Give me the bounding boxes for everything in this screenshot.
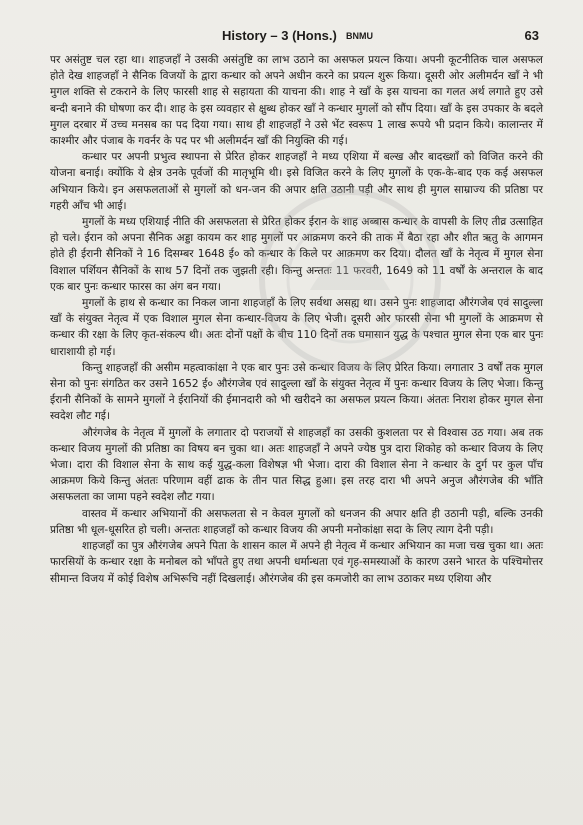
- body-text: [50, 52, 543, 587]
- paragraph: मुगलों के मध्य एशियाई नीति की असफलता से प्रेरित होकर ईरान के शाह अब्बास कन्धार के वापसी के लिए तीव्र उत्साहित हो चले। ईरान को अपना सैनिक अड्डा कायम कर शाह मुगलों पर आक्रमण करने की ताक में बैठा रहा और शीत ऋतु के आगमन होते ही ईरानी सैनिकों ने 16 दिसम्बर 1648 ई० को कन्धार के किले पर आक्रमण कर दिया। दौलत खाँ के नेतृत्व में मुगल सेना विशाल पर्शियन सैनिकों के साथ 57 दिनों तक जुझती रही। किन्तु अन्ततः 11 फरवरी, 1649 को 11 वर्षों के अन्तराल के बाद एक बार पुनः कन्धार फारस का अंग बन गया।: [50, 216, 543, 293]
- paragraph: कन्धार पर अपनी प्रभुत्व स्थापना से प्रेरित होकर शाहजहाँ ने मध्य एशिया में बल्ख और बादख्शाँ को विजित करने की योजना बनाई। क्योंकि ये क्षेत्र उनके पूर्वजों की मातृभूमि थी। इसे विजित करने के लिए मुगलों के एक-के-बाद एक कई असफल अभियान किये। इन असफलताओं से मुगलों को धन-जन की अपार क्षति उठानी पड़ी और साथ ही मुगल साम्राज्य की प्रतिष्ठा पर गहरी आँच भी आई।: [50, 151, 543, 212]
- paragraph: किन्तु शाहजहाँ की असीम महत्वाकांक्षा ने एक बार पुनः उसे कन्धार विजय के लिए प्रेरित किया। लगातार 3 वर्षों तक मुगल सेना को पुनः संगठित कर उसने 1652 ई० औरंगजेब एवं सादुल्ला खाँ के संयुक्त नेतृत्व में पुनः कन्धार विजय के लिए भेजा। किन्तु ईरानी सैनिकों के सामने मुगलों ने ईरानियों की ईमानदारी को भी खरीदने का असफल प्रयत्न किया। अंततः निराश होकर मुगल सेना स्वदेश लौट गई।: [50, 361, 543, 423]
- paragraph: पर असंतुष्ट चल रहा था। शाहजहाँ ने उसकी असंतुष्टि का लाभ उठाने का असफल प्रयत्न किया। अपनी कूटनीतिक चाल असफल होते देख शाहजहाँ ने सैनिक विजयों के द्वारा कन्धार को अपने अधीन करने का प्रयत्न शुरू किया। दूसरी ओर अलीमर्दन खाँ ने भी मुगल शक्ति से टकराने के लिए फारसी शाह से सहायता की याचना की। शाह ने खाँ के इस याचना का गलत अर्थ लगाते हुए उसे बन्दी बनाने की घोषणा कर दी। शाह के इस व्यवहार से क्षुब्ध होकर खाँ ने कन्धार मुगलों को सौंप दिया। खाँ के इस उपकार के बदले मुगल दरबार में उच्च मनसब का पद दिया गया। साथ ही शाहजहाँ ने उसे भेंट स्वरूप 1 लाख रूपये भी प्रदान किये। कालान्तर में काश्मीर और पंजाब के गवर्नर के पद पर भी अलीमर्दन खाँ की नियुक्ति की गई।: [50, 54, 543, 148]
- paragraph: मुगलों के हाथ से कन्धार का निकल जाना शाहजहाँ के लिए सर्वथा असह्य था। उसने पुनः शाहजादा औरंगजेब एवं सादुल्ला खाँ के संयुक्त नेतृत्व में एक विशाल मुगल सेना कन्धार-विजय के लिए भेजी। दूसरी ओर फारसी सेना भी मुगलों के आक्रमण से कन्धार की रक्षा के लिए कृत-संकल्प थी। अतः दोनों पक्षों के बीच 110 दिनों तक घमासान युद्ध के पश्चात मुगल सेना एक बार पुनः धाराशायी हो गई।: [50, 297, 543, 358]
- header-university: BNMU: [346, 31, 373, 41]
- header-title: History – 3 (Hons.): [222, 28, 337, 43]
- paragraph: वास्तव में कन्धार अभियानों की असफलता से न केवल मुगलों को धनजन की अपार क्षति ही उठानी पड़ी, बल्कि उनकी प्रतिष्ठा भी धूल-धूसरित हो चली। अन्ततः शाहजहाँ को कन्धार विजय की अपनी मनोकांक्षा सदा के लिए त्याग देनी पड़ी।: [50, 507, 543, 536]
- paragraph: औरंगजेब के नेतृत्व में मुगलों के लगातार दो पराजयों से शाहजहाँ का उसकी कुशलता पर से विश्वास उठ गया। अब तक कन्धार विजय मुगलों की प्रतिष्ठा का विषय बन चुका था। अतः शाहजहाँ ने अपने ज्येष्ठ पुत्र दारा शिकोह को कन्धार विजय के लिए भेजा। दारा की विशाल सेना के साथ कई युद्ध-कला विशेषज्ञ भी भेजा। दारा की विशाल सेना ने कन्धार के दुर्ग पर कुल पाँच आक्रमण किये किन्तु अंततः परिणाम वहीं ढाक के तीन पात सिद्ध हुआ। इस तरह दारा भी अपने अनुज औरंगजेब की भाँति असफलता का जामा पहने स्वदेश लौट गया।: [50, 426, 543, 504]
- page-number: 63: [524, 28, 539, 43]
- paragraph: शाहजहाँ का पुत्र औरंगजेब अपने पिता के शासन काल में अपने ही नेतृत्व में कन्धार अभियान का मजा चख चुका था। अतः फारसियों के कन्धार रक्षा के मनोबल को भाँपते हुए तथा अपनी धर्मान्धता एवं गृह-समस्याओं के कारण उसने भारत के पश्चिमोत्तर सीमान्त विजय में कोई विशेष अभिरूचि नहीं दिखलाई। औरंगजेब की इस कमजोरी का लाभ उठाकर मध्य एशिया और: [50, 540, 543, 585]
- page-header: [50, 28, 543, 46]
